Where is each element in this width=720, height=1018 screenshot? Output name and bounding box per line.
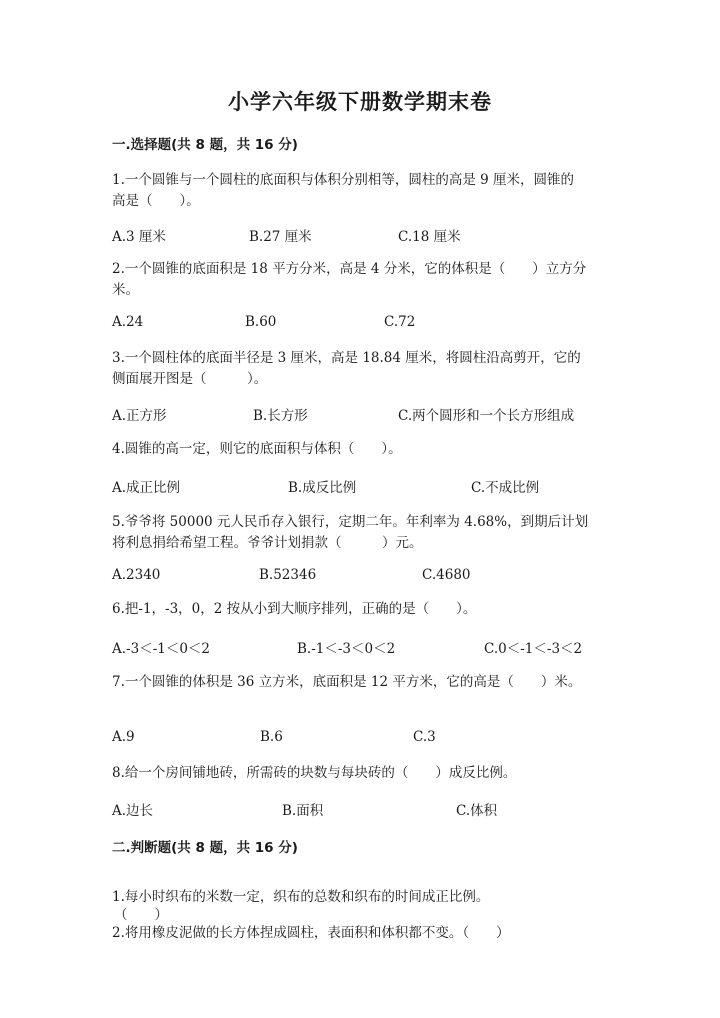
option-c[interactable]: C.4680 bbox=[422, 567, 471, 583]
section-heading-judgment: 二.判断题(共 8 题，共 16 分) bbox=[112, 840, 298, 856]
question-6 bbox=[112, 599, 612, 620]
option-b[interactable]: B.52346 bbox=[259, 567, 317, 583]
question-1-line-2: 高是（ ）。 bbox=[112, 193, 200, 209]
option-b[interactable]: B.面积 bbox=[282, 803, 324, 819]
question-1-options bbox=[112, 225, 672, 245]
question-2-options bbox=[112, 314, 672, 334]
question-2 bbox=[112, 259, 612, 301]
page-title: 小学六年级下册数学期末卷 bbox=[228, 90, 492, 114]
question-4-line-1: 4.圆锥的高一定，则它的底面积与体积（ ）。 bbox=[112, 441, 402, 457]
question-5-line-2: 将利息捐给希望工程。爷爷计划捐款（ ）元。 bbox=[112, 535, 423, 551]
option-c[interactable]: C.0＜-1＜-3＜2 bbox=[484, 641, 583, 657]
question-8-line-1: 8.给一个房间铺地砖，所需砖的块数与每块砖的（ ）成反比例。 bbox=[112, 765, 517, 781]
question-7 bbox=[112, 672, 612, 693]
option-b[interactable]: B.-1＜-3＜0＜2 bbox=[297, 641, 396, 657]
option-a[interactable]: A.-3＜-1＜0＜2 bbox=[112, 641, 211, 657]
judgment-1-blank[interactable]: （ ） bbox=[114, 906, 168, 923]
option-b[interactable]: B.27 厘米 bbox=[249, 229, 312, 245]
option-b[interactable]: B.长方形 bbox=[253, 408, 308, 424]
question-7-line-1: 7.一个圆锥的体积是 36 立方米，底面积是 12 平方米，它的高是（ ）米。 bbox=[112, 674, 582, 690]
option-a[interactable]: A.24 bbox=[112, 314, 144, 330]
question-4-options bbox=[112, 476, 672, 496]
question-8 bbox=[112, 763, 612, 784]
question-3-line-2: 侧面展开图是（ ）。 bbox=[112, 371, 268, 387]
section-heading-choice: 一.选择题(共 8 题，共 16 分) bbox=[112, 137, 298, 153]
question-3 bbox=[112, 348, 612, 390]
option-c[interactable]: C.18 厘米 bbox=[398, 229, 461, 245]
question-1-line-1: 1.一个圆锥与一个圆柱的底面积与体积分别相等，圆柱的高是 9 厘米，圆锥的 bbox=[112, 172, 575, 188]
question-6-line-1: 6.把-1，-3，0，2 按从小到大顺序排列，正确的是（ ）。 bbox=[112, 601, 477, 617]
question-5 bbox=[112, 512, 612, 554]
option-b[interactable]: B.6 bbox=[260, 729, 283, 745]
question-5-line-1: 5.爷爷将 50000 元人民币存入银行，定期二年。年利率为 4.68%，到期后计划 bbox=[112, 514, 589, 530]
question-6-options bbox=[112, 637, 672, 657]
option-a[interactable]: A.成正比例 bbox=[112, 480, 181, 496]
option-b[interactable]: B.成反比例 bbox=[288, 480, 357, 496]
question-2-line-2: 米。 bbox=[112, 282, 139, 298]
option-a[interactable]: A.9 bbox=[112, 729, 135, 745]
question-5-options bbox=[112, 567, 672, 587]
option-c[interactable]: C.不成比例 bbox=[471, 480, 540, 496]
question-2-line-1: 2.一个圆锥的底面积是 18 平方分米，高是 4 分米，它的体积是（ ）立方分 bbox=[112, 261, 587, 277]
question-3-line-1: 3.一个圆柱体的底面半径是 3 厘米，高是 18.84 厘米，将圆柱沿高剪开，它的 bbox=[112, 350, 581, 366]
question-3-options bbox=[112, 404, 672, 424]
option-a[interactable]: A.边长 bbox=[112, 803, 154, 819]
option-a[interactable]: A.2340 bbox=[112, 567, 161, 583]
option-a[interactable]: A.3 厘米 bbox=[112, 229, 166, 245]
option-b[interactable]: B.60 bbox=[245, 314, 277, 330]
option-c[interactable]: C.3 bbox=[413, 729, 436, 745]
option-a[interactable]: A.正方形 bbox=[112, 408, 167, 424]
judgment-2-line-1: 2.将用橡皮泥做的长方体捏成圆柱，表面积和体积都不变。（ ） bbox=[112, 924, 510, 941]
question-4 bbox=[112, 439, 612, 460]
question-7-options bbox=[112, 729, 672, 749]
option-c[interactable]: C.体积 bbox=[456, 803, 498, 819]
question-1 bbox=[112, 170, 612, 212]
option-c[interactable]: C.72 bbox=[384, 314, 416, 330]
judgment-1-line-1: 1.每小时织布的米数一定，织布的总数和织布的时间成正比例。 bbox=[112, 888, 490, 905]
question-8-options bbox=[112, 799, 672, 819]
option-c[interactable]: C.两个圆形和一个长方形组成 bbox=[398, 408, 575, 424]
